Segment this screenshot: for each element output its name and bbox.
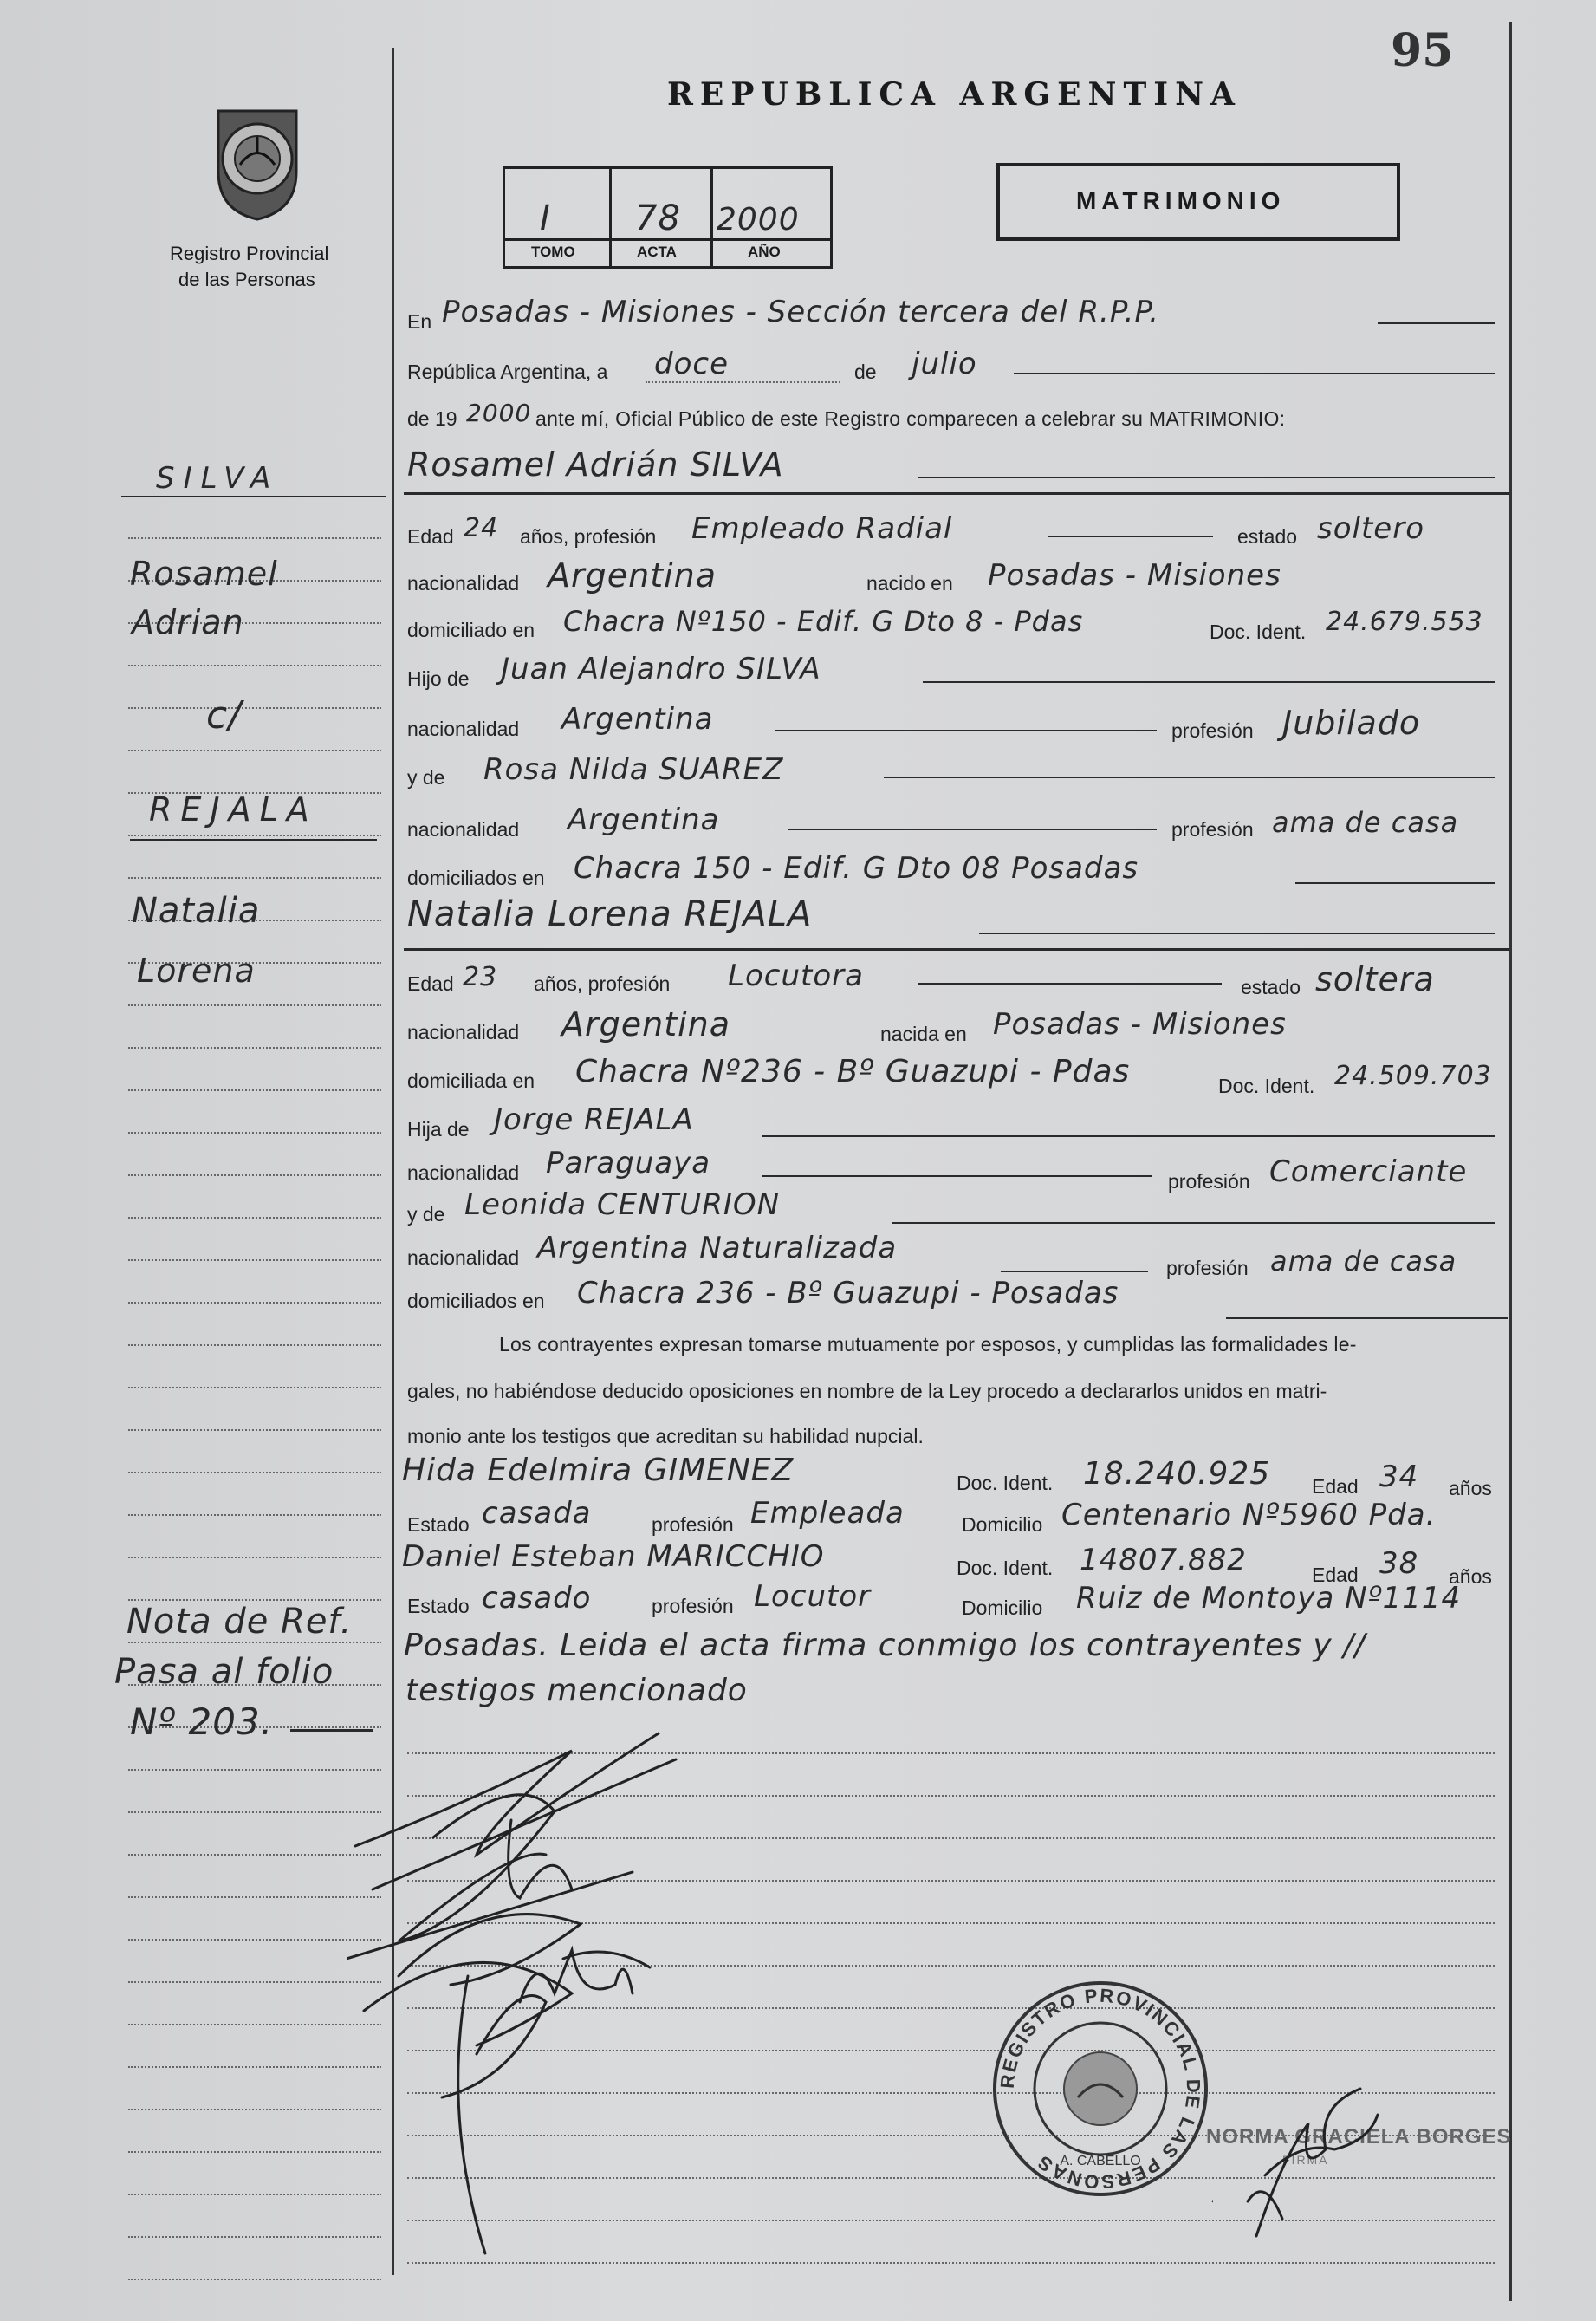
margin-rule xyxy=(128,2109,381,2110)
bride-father: Jorge REJALA xyxy=(494,1102,694,1137)
document-page: 95 Registro Provincial de las Personas REPUBLICA ARGENTINA I 78 2000 TOMO ACTA AÑO MATRIMONIO SILVA Rosamel Adrian c/ REJALA Natalia Lorena Nota de Ref. Pasa al folio Nº 203. En Posadas - Misiones - Sección tercera del R.P.P. República Argentina, a doce de julio de 19 2000 ante mí, Oficial Público de este Registro comparecen a celebrar su MATRIMONIO: Rosamel Adrián SILVA Edad 24 años, profesión Empleado Radial estado soltero nacionalidad Argentina nacido en Posadas - Misiones domiciliado en Chacra Nº150 - Edif. G Dto 8 - Pdas Doc. Ident. 24.679.553 Hijo de Juan Alejandro SILVA nacionalidad Argentina profesión Jubilado y de Rosa Nilda SUAREZ nacionalidad Argentina profesión ama de casa domiciliados en Chacra 150 - Edif. G Dto 08 Posadas Natalia Lorena REJALA Edad 23 años, profesión Locutora estado soltera nacionalidad Argentina nacida en Posadas - Misiones domiciliada en Chacra Nº236 - Bº Guazupi - Pdas Doc. Ident. 24.509.703 Hija de Jorge REJALA nacionalidad Paraguaya profesión Comerciante y de Leonida CENTURION nacionalidad Argentina Naturalizada profesión ama de casa domiciliados en Chacra 236 - Bº Guazupi - Posadas Los contrayentes expresan tomarse mutuamente por esposos, y cumplidas las formalidades le- gales, no habiéndose deducido oposiciones en nombre de la Ley procedo a declararlos unidos en matri- monio ante los testigos que acreditan su habilidad nupcial. Hida Edelmira GIMENEZ Doc. Ident. 18.240.925 Edad 34 años Estado casada profesión Empleada Domicilio Centenario Nº5960 Pda. Daniel Esteban MARICCHIO Doc. Ident. 14807.882 Edad 38 años Estado casado profesión Locutor Domicilio Ruiz de Montoya Nº1114 Posadas. Leida el acta firma conmigo los contrayentes y // testigos mencionado REGISTRO PROVINCIAL DE LAS PERSONAS A. CABELLO NORMA GRACIELA BORGES FIRMA xyxy=(0,0,1596,2321)
folio-number: 95 xyxy=(1391,24,1454,77)
bride-address: Chacra Nº236 - Bº Guazupi - Pdas xyxy=(575,1054,1131,1089)
bride-birthplace: Posadas - Misiones xyxy=(993,1007,1287,1042)
margin-rule xyxy=(128,2279,381,2280)
official-stamp-icon xyxy=(988,1976,1213,2201)
declaration-line2: gales, no habiéndose deducido oposiciones en nombre de la Ley procedo a declararlos unidos en matri- xyxy=(407,1380,1327,1402)
margin-rule xyxy=(128,1557,381,1558)
margin-given1b: Adrian xyxy=(132,603,244,641)
margin-rule xyxy=(128,2236,381,2238)
groom-father-profession: Jubilado xyxy=(1282,704,1421,742)
official-role: FIRMA xyxy=(1282,2153,1329,2167)
declaration-line3: monio ante los testigos que acreditan su habilidad nupcial. xyxy=(407,1425,924,1447)
margin-rule xyxy=(128,877,381,879)
declaration-line1: Los contrayentes expresan tomarse mutuamente por esposos, y cumplidas las formalidades le- xyxy=(499,1333,1357,1356)
bride-mother-nationality: Argentina Naturalizada xyxy=(537,1231,898,1265)
margin-given2b: Lorena xyxy=(137,952,256,990)
margin-note-line3: Nº 203. xyxy=(130,1700,274,1743)
ano-label: AÑO xyxy=(748,244,781,260)
margin-rule xyxy=(128,2151,381,2153)
marriage-day: doce xyxy=(654,347,729,381)
margin-rule xyxy=(128,1089,381,1091)
closing-line2: testigos mencionado xyxy=(405,1673,748,1708)
margin-rule xyxy=(128,1896,381,1898)
witness2-profession: Locutor xyxy=(754,1579,872,1614)
witness1-name: Hida Edelmira GIMENEZ xyxy=(402,1453,795,1488)
groom-profession: Empleado Radial xyxy=(691,511,953,546)
margin-rule xyxy=(128,750,381,751)
country-title: REPUBLICA ARGENTINA xyxy=(667,76,1242,113)
bride-parents-address: Chacra 236 - Bº Guazupi - Posadas xyxy=(577,1276,1119,1310)
margin-rule xyxy=(128,1769,381,1771)
bride-profession: Locutora xyxy=(728,959,864,993)
bride-father-nationality: Paraguaya xyxy=(546,1146,711,1180)
official-signature-icon xyxy=(1230,2071,1386,2245)
witness1-doc: 18.240.925 xyxy=(1083,1456,1271,1492)
witness1-civil-status: casada xyxy=(482,1496,592,1531)
margin-rule xyxy=(128,2066,381,2068)
witness2-civil-status: casado xyxy=(482,1581,592,1616)
margin-rule xyxy=(128,1811,381,1813)
margin-rule xyxy=(128,537,381,539)
margin-rule xyxy=(128,2194,381,2195)
margin-rule xyxy=(128,1132,381,1134)
groom-father: Juan Alejandro SILVA xyxy=(501,652,821,686)
bride-nationality: Argentina xyxy=(561,1005,731,1043)
margin-connector: c/ xyxy=(206,693,243,738)
groom-address: Chacra Nº150 - Edif. G Dto 8 - Pdas xyxy=(563,605,1084,638)
witness1-address: Centenario Nº5960 Pda. xyxy=(1061,1498,1437,1532)
margin-given1a: Rosamel xyxy=(130,555,278,593)
margin-rule xyxy=(128,1387,381,1388)
margin-rule xyxy=(128,707,381,709)
witness1-age: 34 xyxy=(1379,1460,1419,1494)
groom-mother-nationality: Argentina xyxy=(568,803,720,837)
record-id-box xyxy=(503,166,833,269)
groom-mother: Rosa Nilda SUAREZ xyxy=(483,752,784,787)
margin-rule xyxy=(128,1472,381,1473)
margin-rule xyxy=(128,1344,381,1346)
margin-rule xyxy=(128,1642,381,1643)
groom-father-nationality: Argentina xyxy=(561,702,714,737)
margin-note-line2: Pasa al folio xyxy=(114,1652,334,1692)
groom-full-name: Rosamel Adrián SILVA xyxy=(407,445,784,484)
margin-rule xyxy=(128,835,381,836)
margin-rule xyxy=(128,1174,381,1176)
margin-surname2: REJALA xyxy=(149,790,318,829)
bride-age: 23 xyxy=(463,962,498,992)
acta-value: 78 xyxy=(635,198,681,238)
margin-given2a: Natalia xyxy=(132,891,261,931)
margin-rule xyxy=(128,1004,381,1006)
groom-parents-address: Chacra 150 - Edif. G Dto 08 Posadas xyxy=(574,851,1139,886)
svg-text:A. CABELLO: A. CABELLO xyxy=(1060,2154,1141,2168)
tomo-value: I xyxy=(540,198,551,238)
tomo-label: TOMO xyxy=(531,244,575,260)
provincial-emblem-icon xyxy=(201,102,314,224)
registry-title-line1: Registro Provincial xyxy=(170,243,329,264)
groom-nationality: Argentina xyxy=(548,556,717,595)
acta-label: ACTA xyxy=(637,244,677,260)
bride-doc-number: 24.509.703 xyxy=(1334,1061,1492,1091)
official-name: NORMA GRACIELA BORGES xyxy=(1206,2125,1512,2149)
witness2-age: 38 xyxy=(1379,1546,1419,1581)
margin-rule xyxy=(128,1302,381,1304)
margin-rule xyxy=(128,1939,381,1941)
marriage-month: julio xyxy=(912,347,977,381)
groom-doc-number: 24.679.553 xyxy=(1326,607,1483,637)
ano-value: 2000 xyxy=(717,202,800,237)
bride-mother-profession: ama de casa xyxy=(1270,1245,1457,1278)
matrimonio-box xyxy=(996,163,1400,241)
bride-civil-status: soltera xyxy=(1315,960,1435,998)
registry-location: Posadas - Misiones - Sección tercera del R.P.P. xyxy=(442,295,1160,329)
margin-rule xyxy=(128,2024,381,2025)
margin-rule xyxy=(128,1217,381,1219)
registry-title-line2: de las Personas xyxy=(178,269,315,290)
bride-full-name: Natalia Lorena REJALA xyxy=(407,894,813,934)
groom-age: 24 xyxy=(464,513,499,543)
margin-rule xyxy=(128,1429,381,1431)
marriage-year: 2000 xyxy=(466,399,532,427)
margin-rule xyxy=(128,1981,381,1983)
bride-mother: Leonida CENTURION xyxy=(464,1187,781,1222)
groom-birthplace: Posadas - Misiones xyxy=(988,558,1281,593)
bride-father-profession: Comerciante xyxy=(1269,1154,1468,1189)
margin-rule xyxy=(128,1047,381,1049)
groom-civil-status: soltero xyxy=(1317,511,1424,546)
witness2-doc: 14807.882 xyxy=(1080,1543,1247,1577)
witness2-name: Daniel Esteban MARICCHIO xyxy=(402,1539,825,1574)
margin-note-line1: Nota de Ref. xyxy=(127,1602,353,1642)
margin-rule xyxy=(128,1854,381,1856)
margin-rule xyxy=(128,1514,381,1516)
closing-line1: Posadas. Leida el acta firma conmigo los contrayentes y // xyxy=(404,1628,1366,1663)
witness1-profession: Empleada xyxy=(750,1496,905,1531)
groom-mother-profession: ama de casa xyxy=(1272,806,1459,839)
witness2-address: Ruiz de Montoya Nº1114 xyxy=(1076,1581,1462,1616)
margin-rule xyxy=(128,1599,381,1601)
margin-rule xyxy=(128,665,381,666)
margin-rule xyxy=(128,1259,381,1261)
right-border xyxy=(1509,22,1512,2301)
margin-surname1: SILVA xyxy=(156,461,280,496)
doc-type-label: MATRIMONIO xyxy=(1076,187,1286,214)
svg-text:REGISTRO PROVINCIAL DE LAS PER: REGISTRO PROVINCIAL DE LAS PERSONAS xyxy=(996,1984,1205,2194)
